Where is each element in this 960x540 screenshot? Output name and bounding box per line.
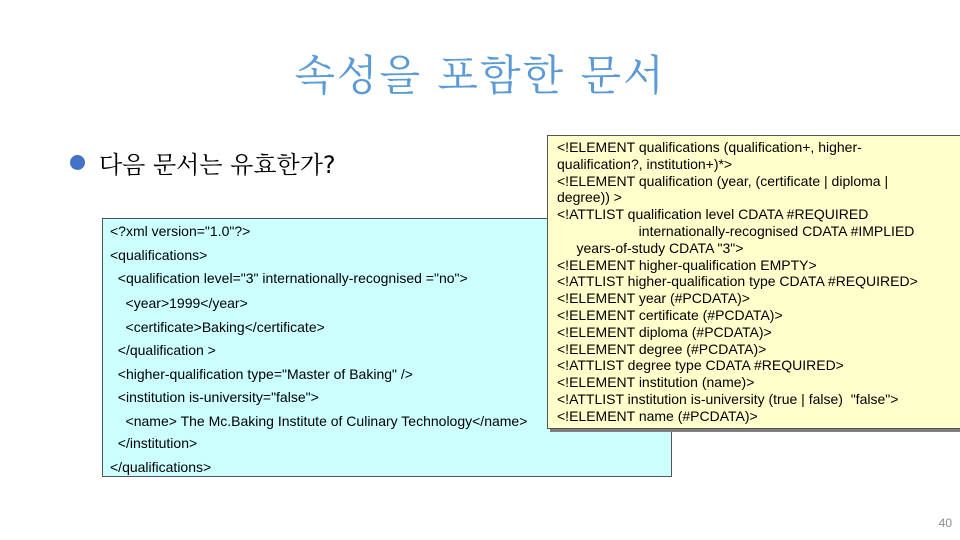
xml-line: <institution is-university="false">	[110, 389, 319, 405]
dtd-line: <!ELEMENT degree (#PCDATA)>	[557, 340, 767, 357]
dtd-line: <!ATTLIST institution is-university (true | false) "false">	[557, 390, 899, 407]
xml-line: <qualifications>	[110, 247, 208, 263]
dtd-line: <!ELEMENT qualifications (qualification+, higher-	[557, 139, 862, 155]
dtd-line: <!ELEMENT qualification (year, (certificate | diploma |	[557, 172, 889, 189]
dtd-line: <!ATTLIST degree type CDATA #REQUIRED>	[557, 357, 844, 374]
xml-line: <higher-qualification type="Master of Baking" />	[110, 366, 413, 382]
xml-line: </qualifications>	[110, 459, 212, 475]
xml-line: <name> The Mc.Baking Institute of Culinary Technology</name>	[110, 413, 528, 429]
dtd-line: <!ATTLIST qualification level CDATA #REQUIRED	[557, 206, 869, 223]
dtd-line: degree)) >	[557, 189, 622, 206]
dtd-line: <!ELEMENT certificate (#PCDATA)>	[557, 306, 783, 323]
dtd-line: years-of-study CDATA "3">	[557, 239, 744, 256]
page-number: 40	[938, 516, 952, 530]
bullet-text: 다음 문서는 유효한가?	[99, 150, 336, 179]
dtd-line: <!ELEMENT name (#PCDATA)>	[557, 407, 758, 424]
dtd-line: <!ATTLIST higher-qualification type CDATA #REQUIRED>	[557, 273, 918, 290]
dtd-line: <!ELEMENT institution (name)>	[557, 374, 755, 391]
dtd-line: <!ELEMENT diploma (#PCDATA)>	[557, 323, 772, 340]
xml-line: </qualification >	[110, 342, 216, 358]
xml-line: <qualification level="3" internationally-recognised ="no">	[110, 270, 468, 286]
xml-line: </institution>	[110, 435, 198, 451]
bullet-item	[70, 142, 336, 182]
slide-title: 속성을 포함한 문서	[294, 51, 666, 100]
dtd-line: <!ELEMENT year (#PCDATA)>	[557, 290, 750, 307]
bullet-dot-icon	[70, 155, 85, 170]
dtd-line: qualification?, institution+)*>	[557, 155, 733, 172]
xml-line: <certificate>Baking</certificate>	[110, 319, 325, 335]
xml-line: <?xml version="1.0"?>	[110, 223, 251, 239]
dtd-line: internationally-recognised CDATA #IMPLIED	[557, 222, 915, 239]
xml-line: <year>1999</year>	[110, 295, 248, 311]
dtd-box	[547, 135, 960, 429]
dtd-line: <!ELEMENT higher-qualification EMPTY>	[557, 256, 817, 273]
